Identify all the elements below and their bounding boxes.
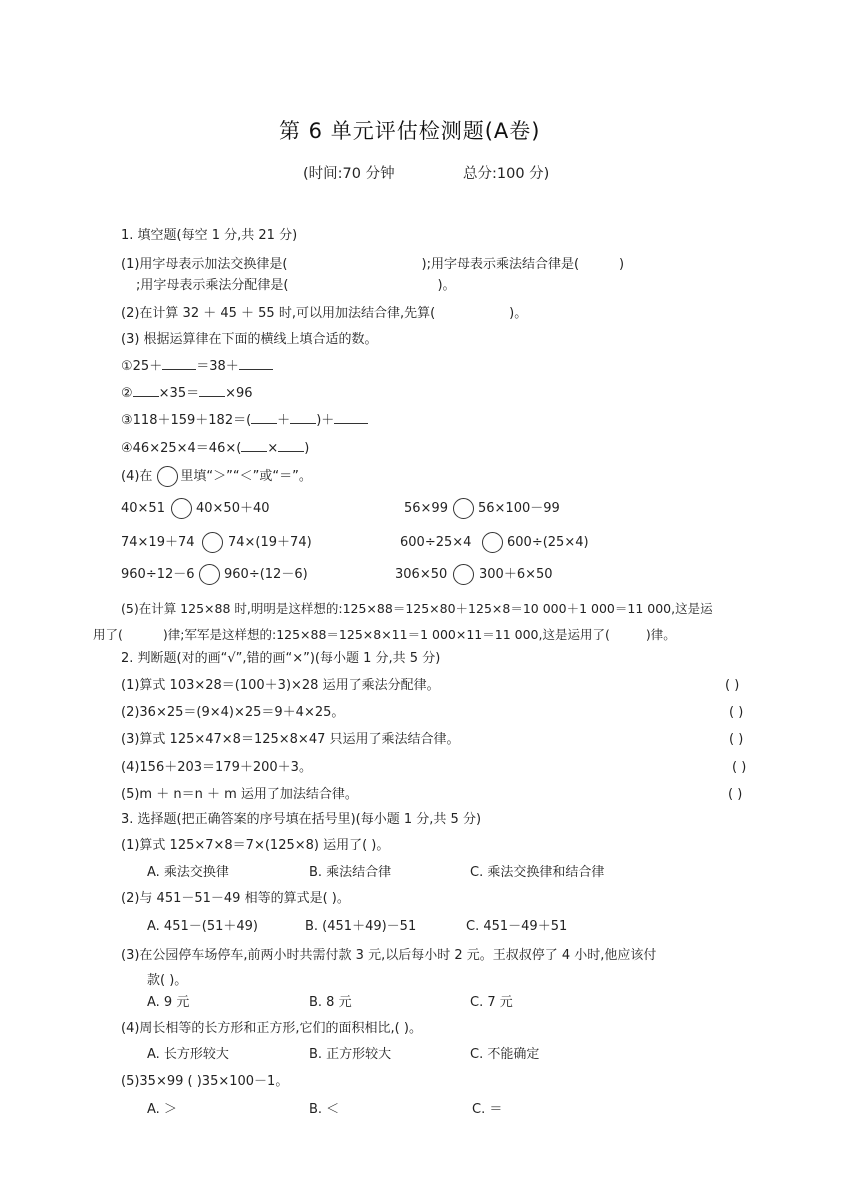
q1-3: (3) 根据运算律在下面的横线上填合适的数。 — [121, 332, 378, 347]
time-limit: (时间:70 分钟 — [303, 166, 395, 182]
compare-left: 600÷25×4 — [400, 535, 472, 550]
blank[interactable] — [251, 411, 277, 424]
compare-circle[interactable] — [453, 498, 474, 519]
blank[interactable] — [278, 439, 304, 452]
answer-paren[interactable]: ( ) — [729, 705, 744, 720]
choice-option[interactable]: A. 9 元 — [147, 995, 190, 1010]
total-score: 总分:100 分) — [463, 166, 550, 182]
judge-item: (3)算式 125×47×8＝125×8×47 只运用了乘法结合律。 — [121, 732, 460, 747]
q1-2: (2)在计算 32 ＋ 45 ＋ 55 时,可以用加法结合律,先算( )。 — [121, 306, 528, 321]
compare-right: 600÷(25×4) — [507, 535, 589, 550]
compare-circle[interactable] — [482, 532, 503, 553]
answer-paren[interactable]: ( ) — [729, 732, 744, 747]
blank[interactable] — [133, 384, 159, 397]
choice-option[interactable]: C. 451－49＋51 — [466, 919, 568, 934]
blank[interactable] — [162, 357, 196, 370]
judge-item: (1)算式 103×28＝(100＋3)×28 运用了乘法分配律。 — [121, 678, 440, 693]
compare-right: 74×(19＋74) — [228, 535, 312, 550]
compare-right: 960÷(12－6) — [224, 567, 308, 582]
choice-question: (2)与 451－51－49 相等的算式是( )。 — [121, 891, 350, 906]
compare-circle[interactable] — [202, 532, 223, 553]
choice-option[interactable]: B. 8 元 — [309, 995, 352, 1010]
compare-circle[interactable] — [199, 564, 220, 585]
compare-right: 40×50＋40 — [196, 501, 270, 516]
blank[interactable] — [239, 357, 273, 370]
answer-paren[interactable]: ( ) — [725, 678, 740, 693]
section-2-heading: 2. 判断题(对的画“√”,错的画“×”)(每小题 1 分,共 5 分) — [121, 651, 441, 666]
choice-question: (1)算式 125×7×8＝7×(125×8) 运用了( )。 — [121, 838, 390, 853]
q1-3-expr-4: ④46×25×4＝46×( × ) — [121, 441, 310, 456]
q1-5-line2: 用了( )律;军军是这样想的:125×88＝125×8×11＝1 000×11＝11 000,这是运用了( )律。 — [93, 627, 676, 642]
blank[interactable] — [241, 439, 267, 452]
blank[interactable] — [199, 384, 225, 397]
answer-paren[interactable]: ( ) — [732, 760, 747, 775]
q1-4: (4)在 里填“＞”“＜”或“＝”。 — [121, 469, 312, 484]
blank[interactable] — [290, 411, 316, 424]
q1-3-expr-1: ①25＋ ＝38＋ — [121, 357, 273, 376]
section-3-heading: 3. 选择题(把正确答案的序号填在括号里)(每小题 1 分,共 5 分) — [121, 812, 482, 827]
choice-option[interactable]: A. 长方形较大 — [147, 1047, 229, 1062]
compare-circle[interactable] — [171, 498, 192, 519]
choice-option[interactable]: A. 乘法交换律 — [147, 865, 229, 880]
compare-left: 56×99 — [404, 501, 448, 516]
choice-option[interactable]: A. 451－(51＋49) — [147, 919, 258, 934]
q1-1-line2: ;用字母表示乘法分配律是( )。 — [136, 278, 456, 293]
q1-3-expr-2: ② ×35＝ ×96 — [121, 386, 253, 401]
choice-option[interactable]: B. (451＋49)－51 — [305, 919, 417, 934]
page-title: 第 6 单元评估检测题(A卷) — [279, 119, 541, 143]
compare-left: 74×19＋74 — [121, 535, 195, 550]
compare-left: 960÷12－6 — [121, 567, 195, 582]
judge-item: (5)m ＋ n＝n ＋ m 运用了加法结合律。 — [121, 787, 358, 802]
q1-1-line1: (1)用字母表示加法交换律是( );用字母表示乘法结合律是( ) — [121, 257, 625, 272]
judge-item: (2)36×25＝(9×4)×25＝9＋4×25。 — [121, 705, 345, 720]
answer-paren[interactable]: ( ) — [728, 787, 743, 802]
q1-3-expr-3: ③118＋159＋182＝( ＋ )＋ — [121, 411, 368, 430]
choice-option[interactable]: B. 正方形较大 — [309, 1047, 392, 1062]
choice-question: (4)周长相等的长方形和正方形,它们的面积相比,( )。 — [121, 1021, 422, 1036]
choice-option[interactable]: C. 不能确定 — [470, 1047, 540, 1062]
choice-option[interactable]: C. 7 元 — [470, 995, 513, 1010]
section-1-heading: 1. 填空题(每空 1 分,共 21 分) — [121, 228, 298, 243]
compare-left: 40×51 — [121, 501, 165, 516]
blank[interactable] — [334, 411, 368, 424]
choice-option[interactable]: C. ＝ — [472, 1102, 503, 1117]
choice-question: (3)在公园停车场停车,前两小时共需付款 3 元,以后每小时 2 元。王叔叔停了 4 小时,他应该付 — [121, 948, 657, 963]
compare-left: 306×50 — [395, 567, 448, 582]
choice-question: (5)35×99 ( )35×100－1。 — [121, 1074, 289, 1089]
q1-5-line1: (5)在计算 125×88 时,明明是这样想的:125×88＝125×80＋125×8＝10 000＋1 000＝11 000,这是运 — [121, 601, 713, 616]
choice-option[interactable]: B. 乘法结合律 — [309, 865, 392, 880]
choice-option[interactable]: B. ＜ — [309, 1102, 340, 1117]
choice-option[interactable]: A. ＞ — [147, 1102, 177, 1117]
judge-item: (4)156＋203＝179＋200＋3。 — [121, 760, 312, 775]
compare-circle[interactable] — [453, 564, 474, 585]
choice-option[interactable]: C. 乘法交换律和结合律 — [470, 865, 605, 880]
compare-right: 56×100－99 — [478, 501, 560, 516]
circle-icon — [157, 466, 178, 487]
compare-right: 300＋6×50 — [479, 567, 553, 582]
choice-question-cont: 款( )。 — [147, 973, 188, 988]
